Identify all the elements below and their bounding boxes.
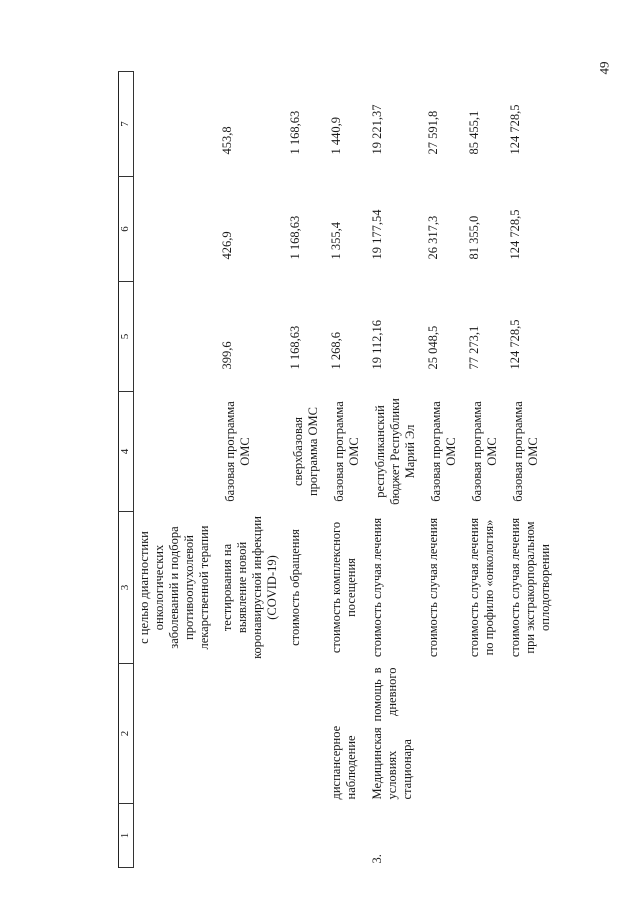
header-number-row [119,72,134,868]
cell-care-type [217,664,285,804]
cell-unit: тестирования на выявление новой коронавирусной инфекции (COVID-19) [220,516,279,659]
cell-value-5: 19 112,16 [370,319,384,370]
cell-number [326,804,367,868]
cell-value-6: 19 177,54 [370,209,384,260]
cell-source: базовая программа ОМС [332,401,361,502]
cell-source: сверхбазовая программа ОМС [291,407,320,497]
cell-unit: с целью диагностики онкологических заболеваний и подбора противоопухолевой лекарственной терапии [137,525,211,650]
table-row [285,72,326,868]
table-row [464,72,505,868]
cell-care-type [285,664,326,804]
header-col-1: 1 [119,804,134,868]
cell-value-5: 1 268,6 [329,332,343,370]
table-row [326,72,367,868]
cell-number [285,804,326,868]
cost-table [118,71,558,868]
cell-value-7: 453,8 [220,126,234,155]
header-col-7: 7 [119,72,134,177]
cell-value-6: 1 355,4 [329,222,343,260]
cell-source: республиканский бюджет Республики Марий Эл [373,398,417,505]
cell-value-5: 124 728,5 [508,319,522,370]
cell-value-5: 1 168,63 [288,325,302,370]
header-col-6: 6 [119,177,134,282]
cell-value-6: 1 168,63 [288,215,302,260]
cell-unit: стоимость случая лечения при экстракорпоральном оплодотворении [508,517,552,658]
cell-value-5: 25 048,5 [426,325,440,370]
table-row [423,72,464,868]
cell-value-6: 124 728,5 [508,209,522,260]
cell-care-type [505,664,558,804]
cell-number [423,804,464,868]
cell-value-7: 85 455,1 [467,110,481,155]
cell-unit: стоимость случая лечения по профилю «онкология» [467,517,496,658]
page-number: 49 [596,61,612,75]
cell-number [217,804,285,868]
cell-value-7: 19 221,37 [370,104,384,155]
header-col-5: 5 [119,282,134,392]
cell-value-7: 27 591,8 [426,110,440,155]
cell-unit: стоимость случая лечения [370,517,384,658]
cell-number [134,804,218,868]
cell-care-type [134,664,218,804]
cell-source: базовая программа ОМС [511,401,540,502]
cell-value-6: 426,9 [220,231,234,260]
table-row [505,72,558,868]
cell-unit: стоимость обращения [288,529,302,646]
cell-value-5: 77 273,1 [467,325,481,370]
table-row [134,72,218,868]
header-col-3: 3 [119,512,134,664]
cell-unit: стоимость случая лечения [426,517,440,658]
cell-value-6 [134,177,218,282]
cell-unit: стоимость комплексного посещения [329,521,358,654]
cell-value-7: 124 728,5 [508,104,522,155]
cell-value-6: 26 317,3 [426,215,440,260]
cell-care-type: Медицинская помощь в условиях дневного стационара [370,667,414,800]
cell-value-5: 399,6 [220,341,234,370]
cell-source [134,392,218,512]
cell-value-7: 1 440,9 [329,117,343,155]
table-row [367,72,423,868]
cell-source: базовая программа ОМС [223,401,252,502]
cell-source: базовая программа ОМС [470,401,499,502]
header-col-4: 4 [119,392,134,512]
cell-value-5 [134,282,218,392]
cell-source: базовая программа ОМС [429,401,458,502]
cell-care-type: диспансерное наблюдение [329,725,358,800]
cell-care-type [423,664,464,804]
cell-value-7: 1 168,63 [288,110,302,155]
cell-value-7 [134,72,218,177]
header-col-2: 2 [119,664,134,804]
cell-number: 3. [370,854,384,864]
cell-number [505,804,558,868]
cell-value-6: 81 355,0 [467,215,481,260]
cell-care-type [464,664,505,804]
rotated-table-container [118,72,552,868]
table-row [217,72,285,868]
cell-number [464,804,505,868]
